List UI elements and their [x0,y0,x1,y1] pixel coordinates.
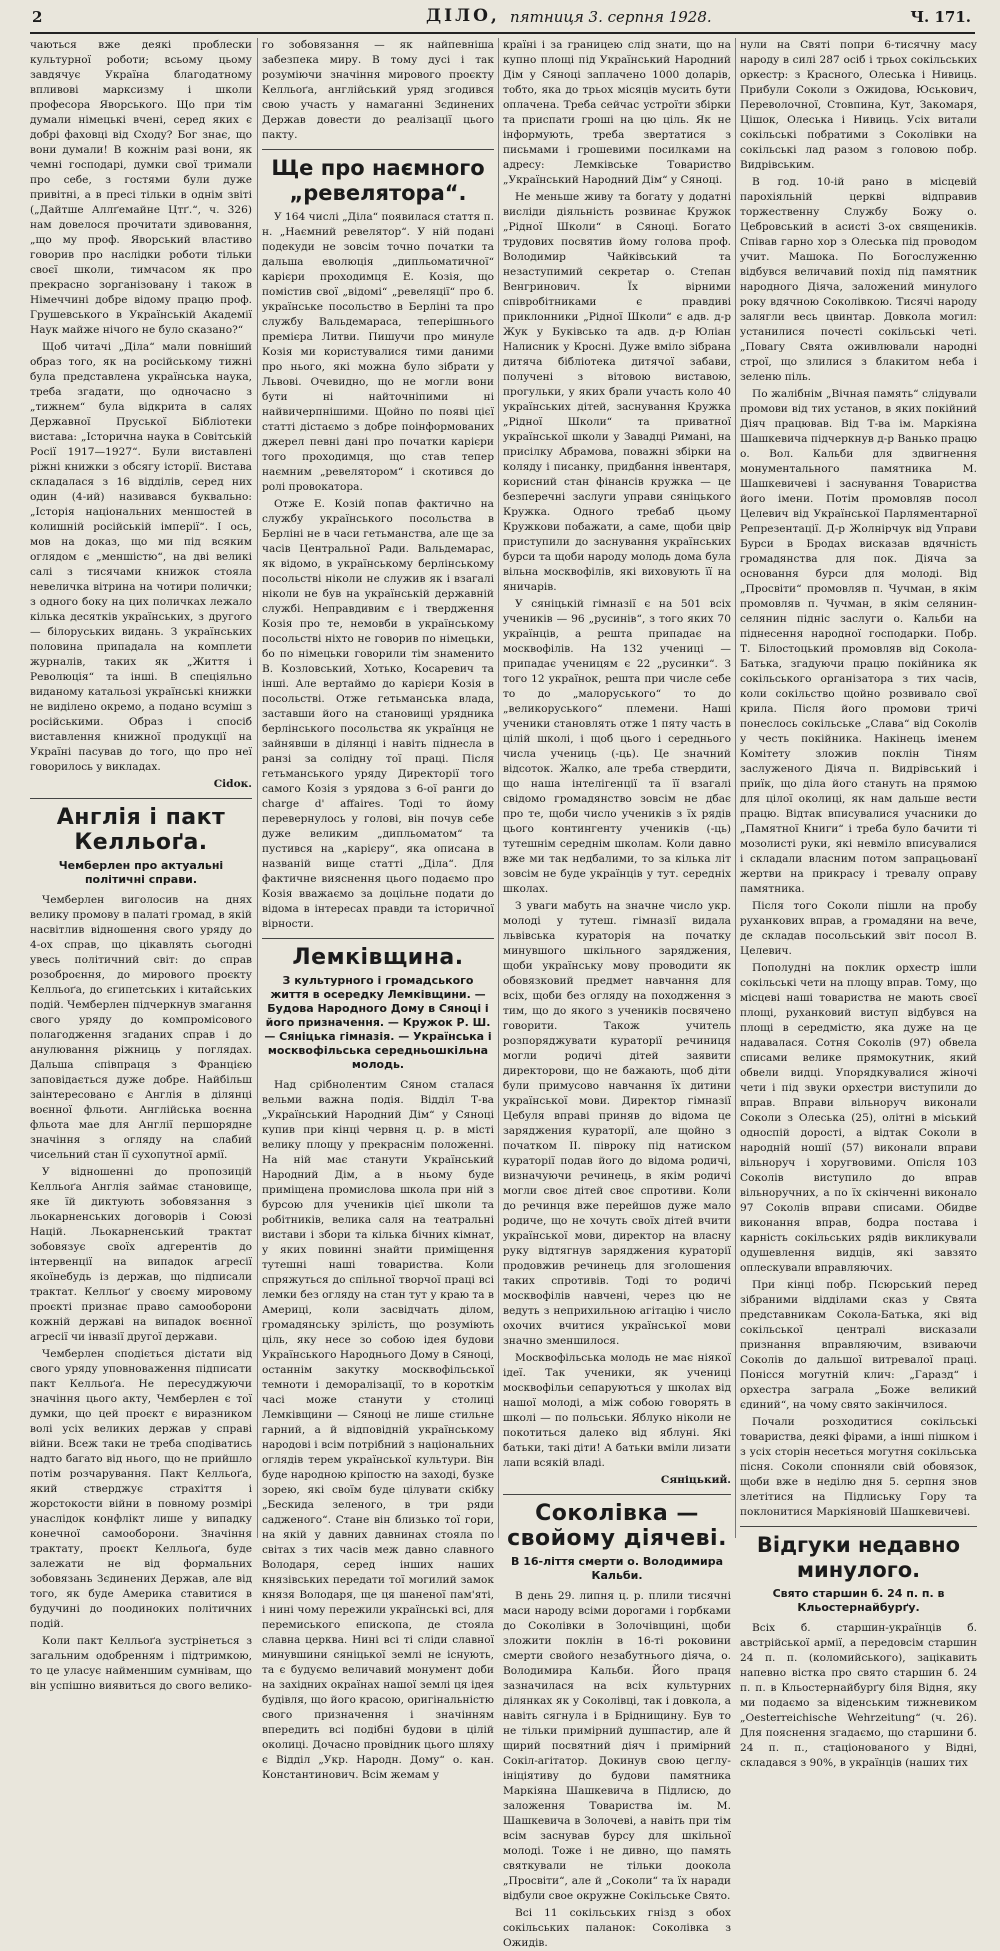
section-divider [503,1494,731,1495]
article-paragraph: В день 29. липня ц. р. плили тисячні маси народу всіми дорогами і горбками до Соколівки в Золочівщині, щоби зложити поклін в 16-ті роковини смерти свойого незабутнього діяча, о. Володимира Кальби. Його праця зазначилася на всіх культурних ділянках як у Соколівці, так і довкола, а навіть сягнула і в Бріднищину. Був то не тільки примірний душпастир, але й щирий посвятний діяч і примірний Сокіл-агітатор. Докинув свою цеглу-ініціятиву до будови памятника Маркіяна Шашкевича в Підлисю, до заложення Товариства ім. М. Шашкевича в Золочеві, а навіть при тім всім заснував бурсу для шкільної молоді. Тоже і не дивно, що память святкували не тільки доокола „Просвіти“, але й „Соколи“ та їх наради відбули свое окружне Сокільське Свято. [503,1590,731,1902]
issue-number: Ч. 171. [910,8,971,26]
subheadline: В 16-ліття смерти о. Володимира Кальби. [510,1555,724,1582]
article-paragraph: Коли пакт Келльоґа зустрінеться з загальним одобренням і підтримкою, то це уласує найменшим сумнівам, що він успішно виявиться до свого велико- [30,1635,252,1692]
subheadline: Свято старшин б. 24 п. п. в Кльостернайбурґу. [772,1587,945,1614]
author-signature: Сidок. [213,778,252,790]
column-1 [30,38,252,1692]
article-paragraph: го зобовязання — як найпевніша забезпека миру. В тому дусі і так розуміючи значіння мирового проєкту Келльоґа, англійський уряд згодився свою участь у намаганні Зєдинених Держав довести до реалізації цього пакту. [262,39,494,141]
headline-england-kellogg: Англія і пакт Келльоґа. [56,805,226,855]
column-rule [735,38,736,1538]
headline-vidguky: Відгуки недавно минулого. [756,1533,961,1582]
article-paragraph: З уваги мабуть на значне число укр. молоді у тутеш. гімназії видала львівська кураторія на початку минувшого шкільного заряджения, щоби українську мову проводити як обовязковий предмет навчання для всіх, щоби без огляду на походження з тим, що до якого з учеників посвячено говорити. Також учитель розпоряджувати кураторії речиниця могли родичі дітей заявити директорови, що не бажають, щоб діти були примусово навчання їх дитини української мови. Директор гімназії Цебуля вправі приняв до відома це заряджения кураторії, але щойно з початком II. півроку під натиском кураторії подав його до відома родичі, визначуючи речинець, в якім родичі могли своє дітей своє спротиви. Коли до речинця вже перейшов дуже мало родиче, що не хочуть своїх дітей вчити української мови, директор на власну руку відтягнув заряджения кураторії продовжив речинець для зголошения таких спротивів. Тоді то родичі москвофілів навчені, через цю не ведуть з неприхильною агітацію і число охочих вчитися української мови значно зменшилося. [503,900,731,1347]
article-paragraph: У 164 числі „Діла“ появилася стаття п. н. „Наємний ревелятор“. У ній подані подекуди не зовсім точно початки та дальша еволюція „дипльоматичної“ карієри проходимця Е. Козія, що помістив свої „відомі“ „ревеляції“ про б. українське посольство в Берліні та про службу Вальдемараса, теперішнього премієра Литви. Пишучи про минуле Козія ми користувалися тими даними про нього, які можна було зібрати у Львові. Очевидно, що не могли вони бути ні найточніпими ні найвичерпнішими. Щойно по появі цієї статті дістаємо з добре поінформованих джерел певні дані про початки карієри того проходимця, що став тепер наємним „ревелятором“ і скотився до ролі провокатора. [262,211,494,493]
article-paragraph: Не меньше живу та богату у додатні висліди діяльність розвинає Кружок „Рідної Школи“ в Сяноці. Богато трудових посвятив йому голова проф. Володимир Чайківський та незаступимий секретар о. Степан Венгринович. Їх вірними співробітниками є правдиві приклонники „Рідної Школи“ є адв. д-р Жук у Буківсько та адв. д-р Юліан Налисник у Кросні. Дуже вміло зібрана дитяча бібліотека дитячої забави, получені з вітовою виставою, прогульки, у яких брали участь коло 40 українських дітей, заснування Кружка „Рідної Школи“ та приватної української школи у Завадці Римані, на присілку Абрамова, поважні збірки на коляду і писанку, придбання інвентаря, корисний стан фінансів кружка — це безперечні заслуги управи сяніцького Кружка. Одного требаб цьому Кружкови побажати, а саме, щоби цвір приступили до заснування українських бурси та щоби народу молодь дома була вільна москвофілів, які виховують її на яничарів. [503,191,731,593]
section-divider [262,938,494,939]
section-divider [30,798,252,799]
article-paragraph: У відношенні до пропозицій Келльоґа Англія займає становище, яке їй диктують зобовязання з льокарненських договорів і Союзі Націй. Льокарненський трактат зобовязує своїх адгерентів до інтервенції на випадок агресії якоїнебудь із держав, що підписали трактат. Келльоґ у своєму мировому проєкті признає право самооборони кожній державі на випадок воєнної агресії чи інвазії другої держави. [30,1166,252,1343]
section-divider [262,149,494,150]
headline-sokolivka: Соколівка — свойому діячеві. [507,1501,727,1551]
column-rule [257,38,258,1538]
headline-revelator: Ще про наємного „ревелятора“. [271,156,485,205]
page-header [30,4,975,34]
article-paragraph: Почали розходитися сокільські товариства, деякі фірами, а інші пішком і з усіх сторін несеться могутня сокільська пісня. Соколи спонняли свій обовязок, щоби вже в неділю дня 5. серпня знов злетітися на Підлиську Гору та поклонитися Маркіяновій Шашкевичеві. [740,1416,977,1518]
issue-date: пятниця 3. серпня 1928. [510,8,712,26]
column-rule [498,38,499,1538]
article-paragraph: Москвофільська молодь не має ніякої ідеї. Так ученики, як учениці москвофільи сепаруються у школах від нашої молоді, а між собою говорять в школі — по польськи. Яблуко ніколи не покотиться далеко від яблуні. Які батьки, такі діти! А батьки вміли лизати лапи всякій владі. [503,1352,731,1469]
section-divider [740,1526,977,1527]
article-paragraph: Пополудні на поклик орхестр ішли сокільські чети на площу вправ. Тому, що місцеві наші товариства не мають своєї площі, руханковий виступ відбувся на площі в середмістю, яка дуже на це надавалася. Сотня Соколів (97) обвела списами велике прямокутник, який обвели видці. Упорядкувалися жіночі чети і під звуки орхестри виступили до вправ. Вправи вільноруч виконали Соколи з Олеська (25), олітні в міський односпій дорості, а відтак Соколи в народній ношії (57) виконали вправи вільноруч і хоругвовими. Опісля 103 Соколів виступило до вправ вільноручних, а по їх скінченні виконало 97 Соколів вправи списами. Обидве виконання вправ, бодра постава і карність сокільських рядів викликували одушевлення видців, які завзято оплескували вправляючих. [740,962,977,1274]
column-4 [740,38,977,1769]
article-paragraph: По жалібнім „Вічная память“ слідували промови від тих установ, в яких покійний Діяч працював. Від Т-ва ім. Маркіяна Шашкевича підчеркнув д-р Ванько працю о. Вол. Кальби для здвигнення монументального памятника М. Шашкевичеві і заснування Товариства його імени. Потім промовляв посол Целевич від Української Парляментарної Репрезентації. Д-р Жолнірчук від Управи Бурси в Бродах висказав вдячність громадянства для пок. Діяча за основання бурси для молоді. Від „Просвіти“ промовляв п. Чучман, в якім промовляв п. Чучман, в якім селянин-селянин підніс заслуги о. Кальби на піднесення народної господарки. Побр. Т. Білостоцький промовляв від Сокола-Батька, згадуючи працю покійника як сокільського організатора з тих часів, коли сокільство щойно розвивало свої крила. Після його промови тричі понеслось сокільське „Слава“ від Соколів у честь покійника. Накінець іменем Комітету зложив поклін Тіням заслуженого Діяча п. Видрівський і приїк, що діла його стануть на прямою для цілої околиці, як нам дальше вести працю. Відтак вписувалися учасники до „Памятної Книги“ і треба було бачити ті мозолисті руки, які невміло вписувалися і складали власним потом запрацьованї жертви на прикрасу і тревалу оправу памятника. [740,388,977,895]
subheadline: З культурного і громадського життя в осередку Лемківщини. — Будова Народного Дому в Сяноці і його призначення. — Кружок Р. Ш. — Сяніцька гімназія. — Українська і москвофільська середньошкільна молодь. [264,974,492,1071]
article-paragraph: нули на Святі попри 6-тисячну масу народу в силі 287 осіб і трьох сокільських оркестр: з Красного, Олеська і Нивиць. Прибули Соколи з Ожидова, Юськович, Переволочної, Стовпина, Кут, Закомаря, Цішок, Олеська і Нивиць. Усіх витали сокільські побратими з Соколівки на сокільські лад разом з головою побр. Видрівським. [740,39,977,171]
author-signature: Сяніцький. [660,1474,731,1486]
page-number: 2 [32,8,43,26]
article-paragraph: Всі 11 сокільських гнізд з обох сокільських паланок: Соколівка з Ожидів. [503,1907,731,1949]
article-paragraph: При кінці побр. Псюрський перед зібраними відділами сказ у Свята представникам Сокола-Батька, які від сокільської централі висказали признання вправляючим, взиваючи Соколів до дальшої витревалої праці. Понісся могутній клич: „Гаразд“ і орхестра заграла „Боже великий єдиний“, на чому свято закінчилося. [740,1279,977,1411]
article-paragraph: Отже Е. Козій попав фактично на службу українського посольства в Берліні не в часи гетьманства, але ще за часів Центральної Ради. Вальдемарас, як відомо, в українському берлінському посольстві ніколи не служив як і взагалі ніколи не був на українській державній службі. Неправдивим є і твердження Козія про те, немовби в українському посольстві ніхто не говорив по німецьки, бо по німецьки говорили тім знаменито В. Козловський, Хотько, Косаревич та інші. Але вертаймо до карієри Козія в посольстві. Отже гетьманська влада, заставши його на становищі урядника берлінського посольства як українця не зайнявши в ділянці і навіть піднесла в ранзі за солідну тої праці. Після гетьманського уряду Директорії того самого Козія з урядова з 6-ої ранги до charge d' affaires. Тоді то йому перевернулось у голові, він почув себе дуже великим „дипльоматом“ та пустився на „карієру“, яка описана в названій вище статті „Діла“. Для фактичне вияснення цього подаємо про Козія вважаємо за доцільне подати до відома в інтересах правди та історичної вірности. [262,498,494,930]
article-paragraph: чаються вже деякі проблески культурної роботи; всьому цьому завдячує Україна благодатному впливові марксизму і школи професора Яворського. Що при тім думали німецькі вчені, серед яких є добрі фаховці від Сходу? Бог знає, що вони думали! В кожнім разі вони, як чемні господарі, думки свої тримали про себе, з гостями були дуже привітні, а в пресі тільки в однім звіті („Дайтше Аллґемайне Цтґ.“, ч. 326) нам довелося прочитати здивовання, „що мy проф. Яворський властиво говорив про наслідки роботи тільки своєї школи, тимчасом як про прекрасно зорганізовану і також в Німеччині добре відому працю проф. Грушевського в Українській Академії Наук майже нічого не було сказано?“ [30,39,252,336]
article-paragraph: В год. 10-ій рано в місцевій парохіяльній церкві відправив торжественну Службу Божу о. Цебровський в асисті 3-ох священиків. Співав гарно хор з Олеська під проводом учит. Машока. По Богослуженню відбувся величавий похід під памятник народного Діяча, заложений минулого року вдячною Соколівкою. Тисячі народу залягли весь цвинтар. Довкола могил: устанилися почесті сокільські четі. „Повагу Свята оживлювали народні строї, що злилися з блакитом неба і зеленю піль. [740,176,977,383]
article-paragraph: країні і за границею слід знати, що на купно площі під Український Народний Дім у Сяноці заплачено 1000 доларів, тобто, яка до трьох місяців мусить бути оплачена. Треба сейчас устроїти збірки та приспати гроші на цю ціль. Як не інформують, треба звертатися з письмами і грошевими посилками на адресу: Лемківське Товариство „Український Народний Дім“ у Сяноці. [503,39,731,186]
article-paragraph: У сяніцькій гімназії є на 501 всіх учеників — 96 „русинів“, з того яких 70 українців, а решта припадає на москвофілів. На 132 учениці — припадає ученицям є 22 „русинки“. З того 12 українок, решта при числе себе то до „малоруського“ то до „великоруського“ племени. Наші ученики становлять отже 1 пяту часть в цілій школі, і щоб цього і середнього числа учениць (-ць). Це значний відсоток. Жалко, але треба ствердити, що наша інтелігенції та її взагалі свідомо громадянство зовсім не дбає про те, щоби число учеників з їх рядів цього контингенту учеників (-ць) тутешнім середнім школам. Коли давно вже ми так недбалими, то за кілька літ зовсім не буде українців у тут. середніх школах. [503,598,731,895]
headline-lemkivshchyna: Лемківщина. [292,945,464,970]
article-paragraph: Всіх б. старшин-українців б. австрійської армії, а передовсім старшин 24 п. п. (коломийського), зацікавить напевно вістка про свято старшин б. 24 п. п. в Кльостернайбурґу біля Відня, яку ми подаємо за віденським тижневиком „Oesterreichische Wehrzeitung“ (ч. 26). Для пояснення згадаємо, що старшини б. 24 п. п., стаціонованого у Відні, складався з 90%, в українців (наших тих [740,1622,977,1769]
subheadline: Чемберлен про актуальні політичні справи. [58,859,224,886]
column-3 [503,38,731,1949]
article-paragraph: Чемберлен виголосив на днях велику промову в палаті громад, в якій насвітлив відношення свого уряду до 4-ох справ, що цікавлять сьогодні увесь політичний світ: до справ розоброєння, до мирового проєкту Келльоґа, до єгипетських і китайських подій. Чемберлен підчеркнув змагання свого уряду до компромісового полагодження згаданих справ і до анулювання ріжниць у поглядах. Дальша співпраця з Францією заповідається дуже добре. Найбільш заінтересовано є Англія в ділянці воєнної фльоти. Англійська воєнна фльота мае для Англії першорядне значіння з огляду на слабий чисельний стан її сухопутної армії. [30,894,252,1161]
newspaper-title: ДІЛО, [426,6,500,26]
article-paragraph: Чемберлен сподіється дістати від свого уряду уповноваження підписати пакт Келльоґа. Не пересуджуючи значіння цього акту, Чемберлен є тої думки, що цей проєкт є виразником волі усіх великих держав у справі війни. Всеж таки не треба сподіватись надто багато від нього, що не прийшло потім розчарування. Пакт Келльоґа, який стверджує страхіття і жорстокости війни в повному розмірі унаслідок конфлікт лише у випадку конечної самооборони. Значіння трактату, проєкт Келльоґа, буде залежати не від формальних зобовязань Зєдинених Держав, але від того, як буде Америка ставитися в будучині до поодиноких політичних подій. [30,1348,252,1630]
article-paragraph: Над срібнолентим Сяном сталася вельми важна подія. Відділ Т-ва „Український Народний Дім“ у Сяноці купив при кінці червня ц. р. в місті велику площу у прекраснім положенні. На ній має станути Український Народний Дім, а в ньому буде приміщена промислова школа при ній з бурсою для учеників цієї школи та робітників, велика саля на театральні вистави і збори та кілька бічних кімнат, у яких повинні знайти приміщення тутешні наші товариства. Коли спряжуться до спільної творчої праці всі лемки без огляду на стан тут у краю та в Америці, коли засвідчать ділом, громадянську зрілість, що розуміють ціль, яку несе зо собою ідея будови Українського Народнього Дому в Сяноці, останнім закутку москвофільської темноти і деморалізації, то в короткім часі може станути у столиці Лемківщини — Сяноці не лише стильне гарний, а й відповідній українському народові і всім потрібний з національних оглядів терем української культури. Він буде народною кріпостю на заході, бузке зорею, які своїм буде цілувати скібку „Бескида зеленого, в три ряди садженого“. Стане він близько тої гори, на якій у давних давнинах стояла по світах з тих часів меж давно славного Володаря, серед інших наших князівських передати тої могилий замок князя Володаря, ще ця шаненої пам'яті, і нині чому пережили українські всі, для перемиського епископа, де стояла славна церква. Нині всі ті сліди славної минувшини сяніцької землі не існують, та є будуємо величавий монумент доби на західних окраїнах нашої землі ця ідея будівля, що його красою, оригінальністю свого призначення і значінням впередить всі подібні будови в цілій околиці. Дочасно провідник цього шляху є Відділ „Укр. Народн. Дому“ о. кан. Константинович. Всім жемам у [262,1079,494,1781]
article-paragraph: Після того Соколи пішли на пробу руханкових вправ, а громадяни на вече, де складав посольський звіт посол В. Целевич. [740,900,977,957]
article-paragraph: Щоб читачі „Діла“ мали повніший образ того, як на російському тижні була представлена українська наука, треба згадати, що одночасно з „тижнем“ була відкрита в салях Державної Пруської Бібліотеки вистава: „Історична наука в Совітській Росії 1917—1927“. Були виставлені ріжні книжки з обсягу історії. Вистава складалася з 16 відділів, серед них один (4-ий) називався буквально: „Історія національних меншостей в колишній російській імперії“. І ось, мов на доказ, що ми під всяким оглядом є „меншістю“, на дві великі салі з тисячами книжок стояла невеличка вітрина на чотири полички; з одного боку на цих поличках лежало кілька десятків українських, з другого — білоруських видань. З українських половина припадала на комплети журналів, таких як „Життя і Революція“ та інші. В спеціяльно виданому катальозі українські книжки не виділено окремо, а подано всуміш з російськими. Образ і спосіб виставлення книжної продукції на Україні пасував до того, що про неї говорилось у викладах. [30,341,252,773]
column-2 [262,38,494,1781]
